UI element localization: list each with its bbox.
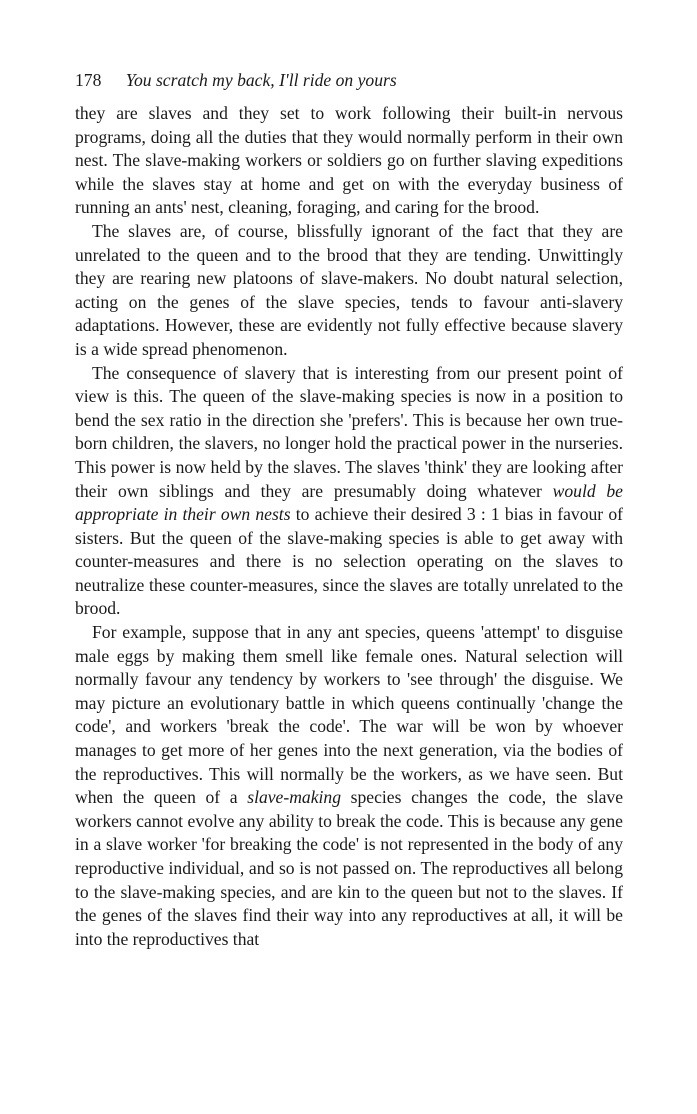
running-head [75, 66, 623, 94]
paragraph-text: to achieve their desired 3 : 1 bias in favour of sisters. But the queen of the slave-making species is able to get away with counter-measures and there is no selection operating on the slaves to neutralize these counter-measures, since the slaves are totally unrelated to the brood. [75, 504, 623, 619]
emphasis-text: would be appropriate in their own nests [75, 480, 623, 525]
paragraph-2 [75, 220, 623, 362]
paragraph-text: they are slaves and they set to work following their built-in nervous programs, doing all the duties that they would normally perform in their own nest. The slave-making workers or soldiers go on further slaving expeditions while the slaves stay at home and get on with the everyday business of running an ants' nest, cleaning, foraging, and caring for the brood. [75, 103, 623, 218]
page-number: 178 [75, 70, 102, 90]
emphasis-text: slave-making [247, 787, 342, 808]
paragraph-text: The consequence of slavery that is interesting from our present point of view is this. The queen of the slave-making species is now in a position to bend the sex ratio in the direction she 'prefers'. This is because her own true-born children, the slavers, no longer hold the practical power in the nurseries. This power is now held by the slaves. The slaves 'think' they are looking after their own siblings and they are presumably doing whatever [75, 362, 623, 501]
running-title: You scratch my back, I'll ride on yours [125, 70, 397, 90]
paragraph-text: The slaves are, of course, blissfully ignorant of the fact that they are unrelated to the queen and to the brood that they are tending. Unwittingly they are rearing new platoons of slave-makers. No doubt natural selection, acting on the genes of the slave species, tends to favour anti-slavery adaptations. However, these are evidently not fully effective because slavery is a wide spread phenomenon. [75, 220, 623, 359]
paragraph-text: species changes the code, the slave workers cannot evolve any ability to break the code. This is because any gene in a slave worker 'for breaking the code' is not represented in the body of any reproductive individual, and so is not passed on. The reproductives all belong to the slave-making species, and are kin to the queen but not to the slaves. If the genes of the slaves find their way into any reproductives at all, it will be into the reproductives that [75, 787, 624, 949]
paragraph-3 [75, 362, 623, 622]
paragraph-1 [75, 102, 623, 220]
book-page [75, 66, 623, 951]
paragraph-text: For example, suppose that in any ant species, queens 'attempt' to disguise male eggs by making them smell like female ones. Natural selection will normally favour any tendency by workers to 'see through' the disguise. We may picture an evolutionary battle in which queens continually 'change the code', and workers 'break the code'. The war will be won by whoever manages to get more of her genes into the next generation, via the bodies of the reproductives. This will normally be the workers, as we have seen. But when the queen of a [75, 622, 623, 808]
paragraph-4 [75, 621, 623, 951]
